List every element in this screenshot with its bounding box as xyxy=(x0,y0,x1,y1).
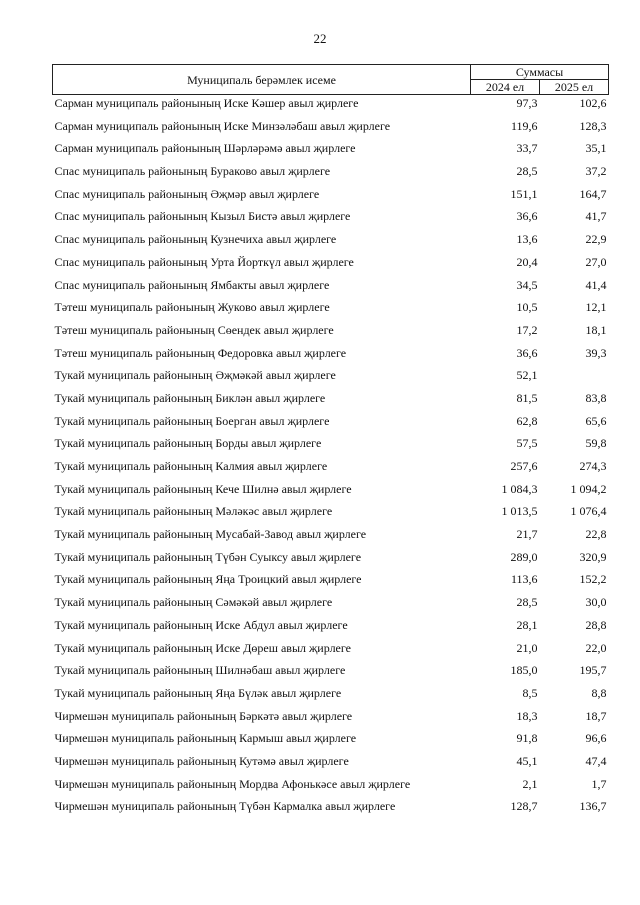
header-sum: Суммасы xyxy=(471,65,609,80)
amount-2024-cell: 257,6 xyxy=(510,459,538,473)
amount-2024-cell: 2,1 xyxy=(522,776,538,791)
table-row xyxy=(53,293,609,316)
amount-2025-cell: 83,8 xyxy=(585,390,607,405)
amount-2025-cell: 35,1 xyxy=(585,141,607,156)
amount-2025-cell: 152,2 xyxy=(579,572,607,587)
amount-2024-cell: 45,1 xyxy=(516,753,538,768)
municipality-name-cell: Спас муниципаль районының Кызыл Бистә авыл җирлеге xyxy=(54,209,351,224)
amount-2024-cell: 13,6 xyxy=(516,232,538,247)
amount-2024-cell: 119,6 xyxy=(510,118,538,133)
amount-2025-cell: 47,4 xyxy=(585,753,607,768)
header-municipality-name: Муниципаль берәмлек исеме xyxy=(53,65,471,95)
amount-2024-cell: 28,1 xyxy=(516,617,538,632)
amount-2024-cell: 128,7 xyxy=(510,799,538,814)
municipality-name-cell: Тукай муниципаль районының Калмия авыл җирлеге xyxy=(54,459,328,473)
municipality-name-cell: Чирмешән муниципаль районының Түбән Кармалка авыл җирлеге xyxy=(54,799,396,814)
table-row xyxy=(53,656,609,679)
amount-2025-cell: 18,1 xyxy=(585,322,607,337)
table-row xyxy=(53,406,609,429)
amount-2025-cell: 1,7 xyxy=(591,776,607,791)
municipality-name-cell: Тукай муниципаль районының Боерган авыл җирлеге xyxy=(54,413,330,428)
table-row xyxy=(53,542,609,565)
budget-table xyxy=(52,64,609,814)
municipality-name-cell: Спас муниципаль районының Кузнечиха авыл җирлеге xyxy=(54,232,337,247)
amount-2025-cell: 128,3 xyxy=(579,118,607,133)
amount-2024-cell: 289,0 xyxy=(510,549,538,564)
table-row xyxy=(53,587,609,610)
municipality-name-cell: Тукай муниципаль районының Сәмәкәй авыл җирлеге xyxy=(54,595,333,610)
amount-2024-cell: 151,1 xyxy=(510,186,538,201)
municipality-name-cell: Тукай муниципаль районының Әҗмәкәй авыл җирлеге xyxy=(54,368,336,383)
table-row xyxy=(53,746,609,769)
municipality-name-cell: Тукай муниципаль районының Иске Дөреш авыл җирлеге xyxy=(54,640,351,655)
amount-2024-cell: 97,3 xyxy=(516,96,538,110)
page-number: 22 xyxy=(313,31,327,46)
table-row xyxy=(53,179,609,202)
amount-2025-cell: 22,8 xyxy=(585,527,607,542)
table-row xyxy=(53,134,609,157)
amount-2025-cell: 28,8 xyxy=(585,617,607,632)
municipality-name-cell: Тәтеш муниципаль районының Федоровка авыл җирлеге xyxy=(54,345,347,360)
amount-2024-cell: 28,5 xyxy=(516,164,538,179)
amount-2025-cell: 320,9 xyxy=(579,549,607,564)
amount-2025-cell: 12,1 xyxy=(585,300,607,315)
amount-2024-cell: 185,0 xyxy=(510,663,538,678)
table-row xyxy=(53,361,609,384)
amount-2024-cell: 28,5 xyxy=(516,595,538,610)
municipality-name-cell: Тукай муниципаль районының Биклән авыл җирлеге xyxy=(54,390,326,405)
amount-2025-cell: 65,6 xyxy=(585,413,607,428)
amount-2024-cell: 21,7 xyxy=(516,527,538,542)
amount-2024-cell: 36,6 xyxy=(516,209,538,224)
table-row xyxy=(53,565,609,588)
table-row xyxy=(53,497,609,520)
municipality-name-cell: Тукай муниципаль районының Түбән Суыксу авыл җирлеге xyxy=(54,549,362,564)
table-row xyxy=(53,224,609,247)
amount-2025-cell: 59,8 xyxy=(585,436,607,451)
table-row xyxy=(53,202,609,225)
municipality-name-cell: Тукай муниципаль районының Мәләкәс авыл җирлеге xyxy=(54,504,333,519)
municipality-name-cell: Тукай муниципаль районының Иске Абдул авыл җирлеге xyxy=(54,617,348,632)
amount-2024-cell: 20,4 xyxy=(516,254,538,269)
municipality-name-cell: Тәтеш муниципаль районының Жуково авыл җирлеге xyxy=(54,300,330,315)
municipality-name-cell: Тукай муниципаль районының Яңа Бүләк авыл җирлеге xyxy=(54,685,342,700)
table-row xyxy=(53,451,609,474)
amount-2025-cell: 30,0 xyxy=(585,595,607,610)
amount-2025-cell: 1 076,4 xyxy=(570,504,607,519)
amount-2024-cell: 33,7 xyxy=(516,141,538,156)
municipality-name-cell: Спас муниципаль районының Урта Йорткүл авыл җирлеге xyxy=(54,254,354,269)
amount-2025-cell: 195,7 xyxy=(579,663,607,678)
table-row xyxy=(53,111,609,134)
table-row xyxy=(53,95,609,112)
amount-2024-cell: 18,3 xyxy=(516,708,538,723)
amount-2025-cell: 1 094,2 xyxy=(570,481,607,496)
header-year-2024: 2024 ел xyxy=(471,80,540,95)
amount-2025-cell: 22,0 xyxy=(585,640,607,655)
table-row xyxy=(53,474,609,497)
table-row xyxy=(53,315,609,338)
amount-2024-cell: 21,0 xyxy=(516,640,538,655)
amount-2025-cell: 96,6 xyxy=(585,731,607,746)
municipality-name-cell: Чирмешән муниципаль районының Кармыш авыл җирлеге xyxy=(54,731,357,746)
table-row xyxy=(53,678,609,701)
amount-2024-cell: 36,6 xyxy=(516,345,538,360)
table-header xyxy=(53,65,609,95)
amount-2024-cell: 1 084,3 xyxy=(501,481,538,496)
municipality-name-cell: Тукай муниципаль районының Яңа Троицкий авыл җирлеге xyxy=(54,572,362,587)
table-row xyxy=(53,769,609,792)
amount-2025-cell: 41,7 xyxy=(585,209,607,224)
amount-2025-cell: 274,3 xyxy=(579,459,607,473)
municipality-name-cell: Тукай муниципаль районының Борды авыл җирлеге xyxy=(54,436,322,451)
amount-2025-cell: 37,2 xyxy=(585,164,607,179)
table-row xyxy=(53,633,609,656)
table-row xyxy=(53,519,609,542)
table-row xyxy=(53,429,609,452)
amount-2024-cell: 17,2 xyxy=(516,322,538,337)
amount-2025-cell: 8,8 xyxy=(591,685,607,700)
amount-2025-cell: 164,7 xyxy=(579,186,607,201)
municipality-name-cell: Спас муниципаль районының Ямбакты авыл җирлеге xyxy=(54,277,330,292)
table-row xyxy=(53,270,609,293)
municipality-name-cell: Чирмешән муниципаль районының Бәркәтә авыл җирлеге xyxy=(54,708,353,723)
amount-2024-cell: 8,5 xyxy=(522,685,538,700)
amount-2024-cell: 57,5 xyxy=(516,436,538,451)
table-row xyxy=(53,610,609,633)
amount-2024-cell: 113,6 xyxy=(510,572,538,587)
table-row xyxy=(53,338,609,361)
municipality-name-cell: Сарман муниципаль районының Иске Минзәләбаш авыл җирлеге xyxy=(54,118,391,133)
amount-2024-cell: 34,5 xyxy=(516,277,538,292)
municipality-name-cell: Спас муниципаль районының Бураково авыл җирлеге xyxy=(54,164,331,179)
amount-2024-cell: 1 013,5 xyxy=(501,504,538,519)
municipality-name-cell: Чирмешән муниципаль районының Мордва Афонькәсе авыл җирлеге xyxy=(54,776,411,791)
municipality-name-cell: Тукай муниципаль районының Шилнәбаш авыл җирлеге xyxy=(54,663,346,678)
municipality-name-cell: Сарман муниципаль районының Иске Кәшер авыл җирлеге xyxy=(54,96,359,110)
municipality-name-cell: Чирмешән муниципаль районының Кутәмә авыл җирлеге xyxy=(54,753,349,768)
table-row xyxy=(53,792,609,815)
header-year-2025: 2025 ел xyxy=(540,80,609,95)
amount-2024-cell: 52,1 xyxy=(516,368,538,383)
table-body xyxy=(53,95,609,815)
amount-2025-cell: 39,3 xyxy=(585,345,607,360)
amount-2025-cell: 22,9 xyxy=(585,232,607,247)
amount-2025-cell: 27,0 xyxy=(585,254,607,269)
amount-2024-cell: 81,5 xyxy=(516,390,538,405)
municipality-name-cell: Тукай муниципаль районының Кече Шилнә авыл җирлеге xyxy=(54,481,352,496)
amount-2025-cell: 136,7 xyxy=(579,799,607,814)
table-row xyxy=(53,156,609,179)
municipality-name-cell: Сарман муниципаль районының Шәрләрәмә авыл җирлеге xyxy=(54,141,356,156)
table-row xyxy=(53,724,609,747)
table-row xyxy=(53,701,609,724)
amount-2024-cell: 91,8 xyxy=(516,731,538,746)
amount-2024-cell: 62,8 xyxy=(516,413,538,428)
table-row xyxy=(53,383,609,406)
amount-2025-cell: 41,4 xyxy=(585,277,607,292)
amount-2024-cell: 10,5 xyxy=(516,300,538,315)
amount-2025-cell: 18,7 xyxy=(585,708,607,723)
table-row xyxy=(53,247,609,270)
municipality-name-cell: Спас муниципаль районының Әҗмәр авыл җирлеге xyxy=(54,186,320,201)
amount-2025-cell xyxy=(540,361,609,384)
amount-2025-cell: 102,6 xyxy=(579,96,607,110)
municipality-name-cell: Тәтеш муниципаль районының Сөендек авыл җирлеге xyxy=(54,322,334,337)
municipality-name-cell: Тукай муниципаль районының Мусабай-Завод авыл җирлеге xyxy=(54,527,367,542)
